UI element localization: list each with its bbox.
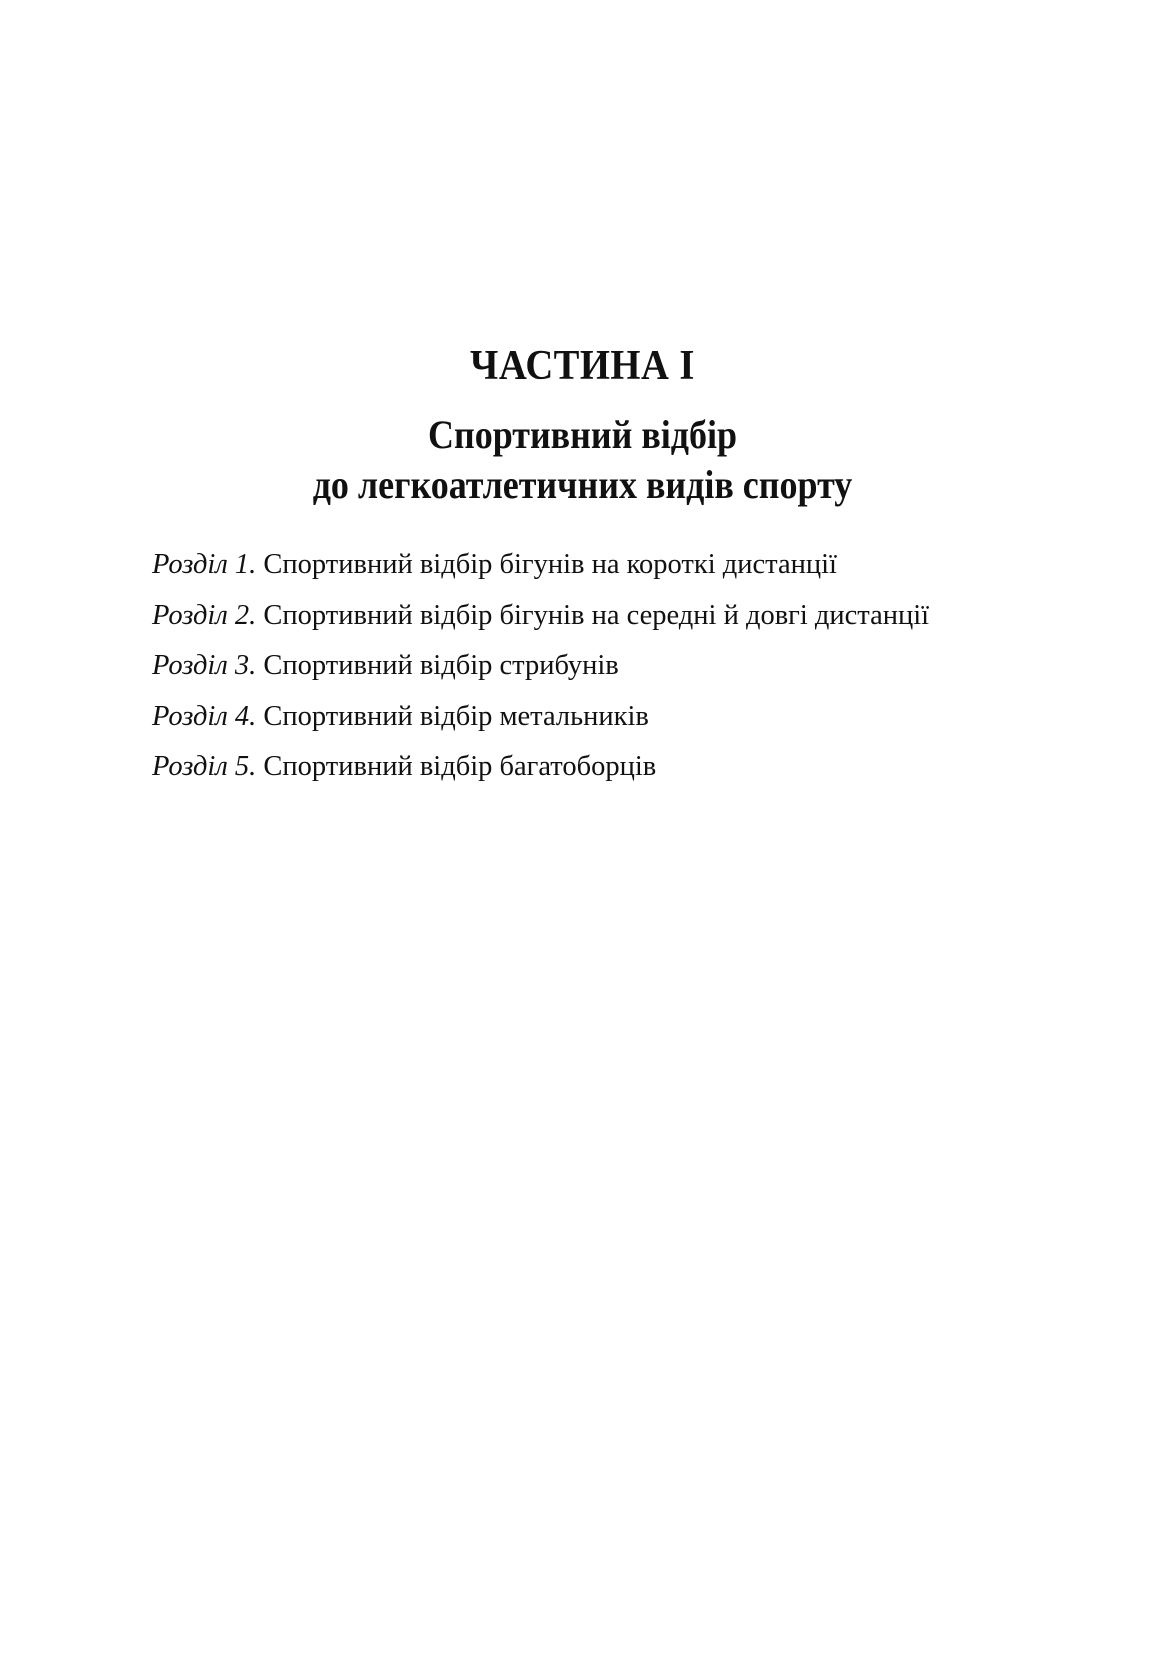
section-label: Розділ 2. <box>152 599 257 631</box>
section-item <box>152 540 1052 591</box>
section-text: Спортивний відбір стрибунів <box>263 650 619 681</box>
section-list <box>152 540 1052 793</box>
section-text: Спортивний відбір метальників <box>263 700 649 732</box>
subtitle-line-2: до легкоатлетичних видів спорту <box>312 462 853 507</box>
section-text: Спортивний відбір багатоборців <box>263 751 657 782</box>
part-title: ЧАСТИНА I <box>470 343 695 389</box>
section-text: Спортивний відбір бігунів на короткі дистанції <box>263 549 837 580</box>
section-label: Розділ 3. <box>152 650 257 681</box>
section-item <box>152 692 1052 743</box>
section-item <box>152 742 1052 793</box>
subtitle-line-1: Спортивний відбір <box>427 412 738 457</box>
section-item <box>152 591 1052 642</box>
section-label: Розділ 5. <box>152 751 257 782</box>
section-label: Розділ 4. <box>152 700 257 732</box>
section-text: Спортивний відбір бігунів на середні й довгі дистанції <box>263 599 930 631</box>
part-subtitle <box>58 410 1107 510</box>
section-label: Розділ 1. <box>152 549 257 580</box>
section-item <box>152 641 1052 692</box>
